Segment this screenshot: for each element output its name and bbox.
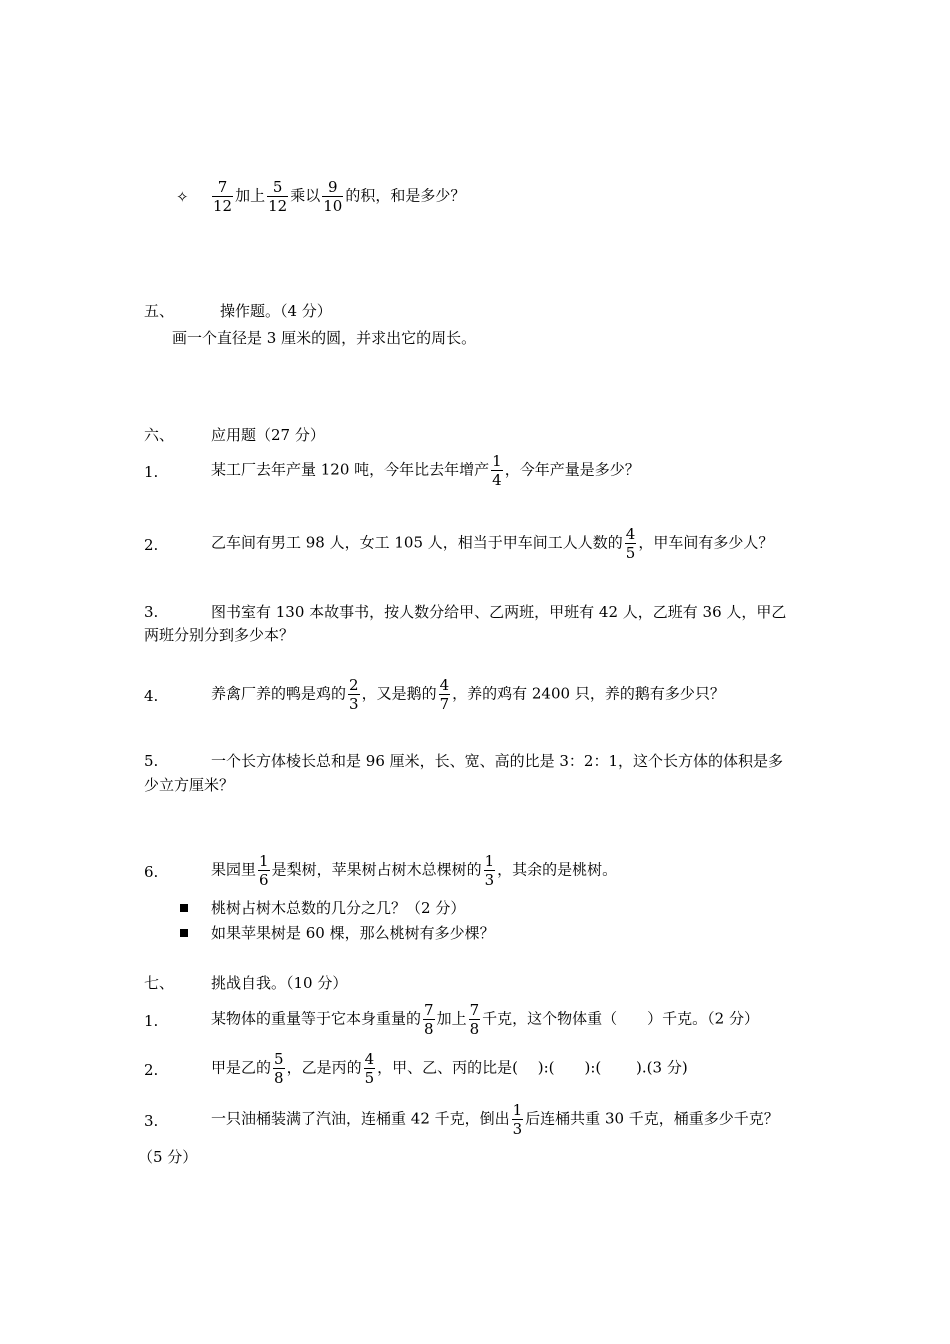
question-text: 某物体的重量等于它本身重量的 $\frac{7}{8}$ 加上 $\frac{7}{8}$ 千克，这个物体重（ ）千克。（2 分） bbox=[211, 1001, 759, 1038]
sub-question: 如果苹果树是 60 棵，那么桃树有多少棵？ bbox=[211, 924, 495, 942]
section-number: 六、 bbox=[144, 426, 175, 444]
section-body: 画一个直径是 3 厘米的圆，并求出它的周长。 bbox=[172, 329, 477, 347]
section-title: 挑战自我。（10 分） bbox=[211, 974, 348, 992]
question-text: 一只油桶装满了汽油，连桶重 42 千克，倒出 $\frac{1}{3}$ 后连桶共重 30 千克，桶重多少千克？ bbox=[211, 1101, 779, 1138]
question-text: 养禽厂养的鸭是鸡的 $\frac{2}{3}$ ，又是鹅的 $\frac{4}{7}$ ，养的鸡有 2400 只，养的鹅有多少只？ bbox=[211, 676, 725, 713]
question-text-cont: 少立方厘米？ bbox=[144, 776, 235, 794]
question-text: 一个长方体棱长总和是 96 厘米，长、宽、高的比是 3：2：1，这个长方体的体积是多 bbox=[211, 752, 784, 770]
question-number: 5. bbox=[144, 752, 159, 770]
section-title: 操作题。（4 分） bbox=[220, 302, 332, 320]
fraction: $\frac{7}{8}$ bbox=[424, 1001, 434, 1038]
section-title: 应用题（27 分） bbox=[211, 426, 325, 444]
question-text: 乙车间有男工 98 人，女工 105 人，相当于甲车间工人人数的 $\frac{4}{5}$ ，甲车间有多少人？ bbox=[211, 525, 774, 562]
square-bullet-icon bbox=[180, 904, 188, 912]
fraction: $\frac{1}{4}$ bbox=[492, 452, 502, 489]
fraction: $\frac{4}{7}$ bbox=[439, 676, 450, 713]
question-text: 图书室有 130 本故事书，按人数分给甲、乙两班，甲班有 42 人，乙班有 36 人，甲乙 bbox=[211, 603, 787, 621]
question-number: 2. bbox=[144, 536, 159, 554]
fraction: $\frac{4}{5}$ bbox=[625, 525, 636, 562]
fraction: $\frac{5}{8}$ bbox=[274, 1050, 284, 1087]
question-text-cont: （5 分） bbox=[138, 1148, 198, 1166]
section-number: 七、 bbox=[144, 974, 175, 992]
question-text: 果园里 $\frac{1}{6}$ 是梨树，苹果树占树木总棵树的 $\frac{1}{3}$ ，其余的是桃树。 bbox=[211, 852, 618, 889]
question-number: 3. bbox=[144, 603, 159, 621]
question-text-cont: 两班分别分到多少本？ bbox=[144, 626, 295, 644]
question-number: 4. bbox=[144, 687, 159, 705]
fraction: $\frac{7}{8}$ bbox=[469, 1001, 480, 1038]
fraction: $\frac{7}{12}$ bbox=[213, 178, 233, 215]
section-number: 五、 bbox=[144, 302, 175, 320]
sub-question: 桃树占树木总数的几分之几？（2 分） bbox=[211, 899, 466, 917]
question-number: 1. bbox=[144, 463, 159, 481]
fraction: $\frac{5}{12}$ bbox=[268, 178, 288, 215]
question-number: 1. bbox=[144, 1012, 159, 1030]
question-text: 甲是乙的 $\frac{5}{8}$ ，乙是丙的 $\frac{4}{5}$ ，甲、乙、丙的比是( ):( ):( ).(3 分) bbox=[211, 1050, 688, 1087]
fraction: $\frac{2}{3}$ bbox=[349, 676, 359, 713]
fraction: $\frac{9}{10}$ bbox=[323, 178, 343, 215]
fraction: $\frac{1}{6}$ bbox=[259, 852, 269, 889]
question-text: 某工厂去年产量 120 吨，今年比去年增产 $\frac{1}{4}$ ，今年产量是多少？ bbox=[211, 452, 640, 489]
fraction: $\frac{1}{3}$ bbox=[512, 1101, 523, 1138]
question-number: 3. bbox=[144, 1112, 159, 1130]
diamond-bullet-icon: ✧ bbox=[176, 188, 189, 206]
fraction: $\frac{4}{5}$ bbox=[364, 1050, 375, 1087]
question-number: 6. bbox=[144, 863, 159, 881]
question-fraction-sum: $\frac{7}{12}$ 加上 $\frac{5}{12}$ 乘以 $\frac{9}{10}$ 的积，和是多少？ bbox=[213, 178, 466, 215]
fraction: $\frac{1}{3}$ bbox=[484, 852, 495, 889]
question-number: 2. bbox=[144, 1061, 159, 1079]
square-bullet-icon bbox=[180, 929, 188, 937]
